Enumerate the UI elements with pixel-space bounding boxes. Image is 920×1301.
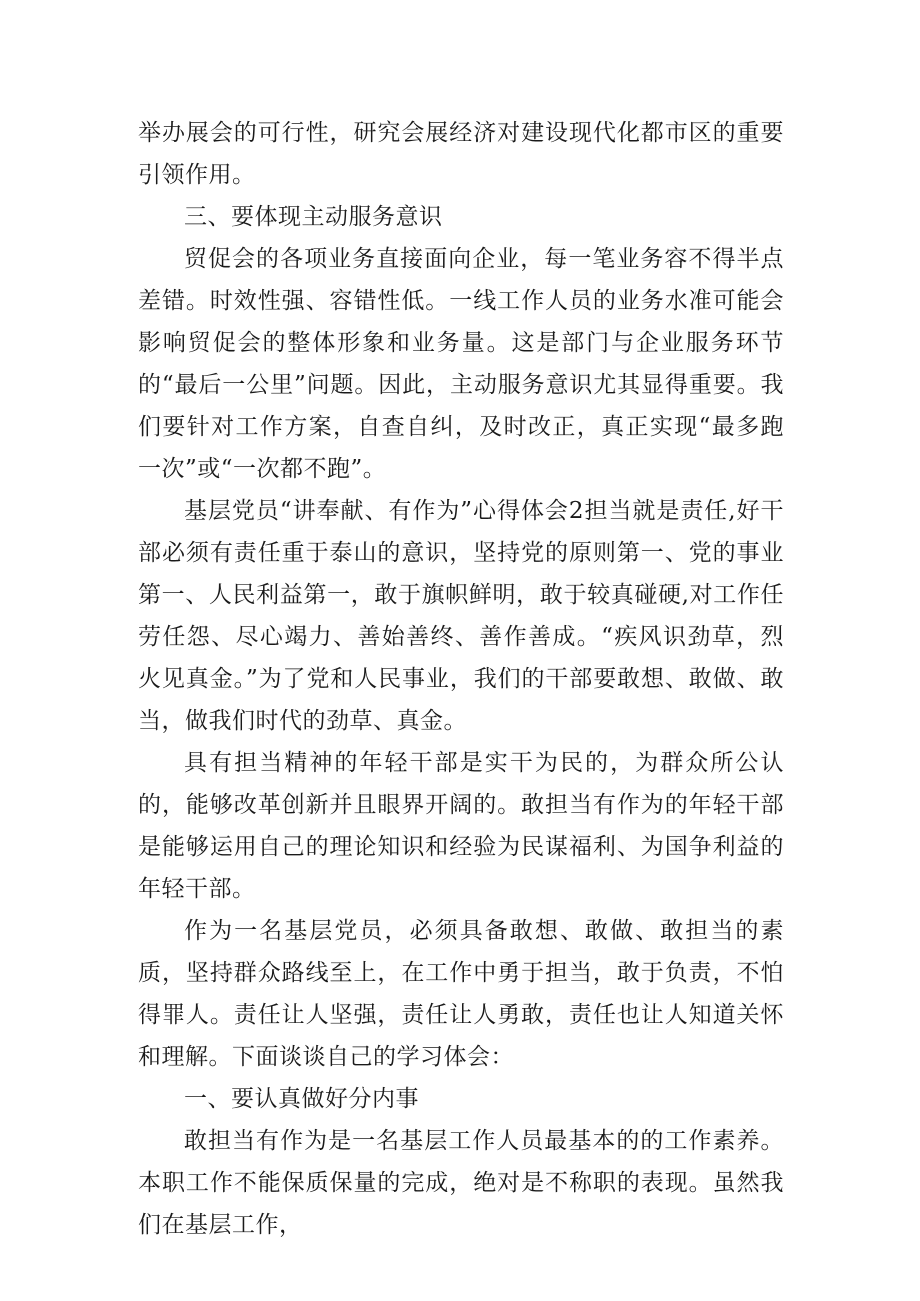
paragraph-young-cadres: 具有担当精神的年轻干部是实干为民的，为群众所公认的，能够改革创新并且眼界开阔的。敢担当有作为的年轻干部是能够运用自己的理论知识和经验为民谋福利、为国争利益的年轻干部。 <box>138 750 784 902</box>
paragraph-continuation: 举办展会的可行性，研究会展经济对建设现代化都市区的重要引领作用。 <box>138 120 784 188</box>
paragraph-work-quality: 敢担当有作为是一名基层工作人员最基本的的工作素养。本职工作不能保质保量的完成，绝对是不称职的表现。虽然我们在基层工作， <box>138 1128 784 1238</box>
paragraph-service-awareness: 贸促会的各项业务直接面向企业，每一笔业务容不得半点差错。时效性强、容错性低。一线工作人员的业务水准可能会影响贸促会的整体形象和业务量。这是部门与企业服务环节的“最后一公里”问题。因此，主动服务意识尤其显得重要。我们要针对工作方案，自查自纠，及时改正，真正实现“最多跑一次”或“一次都不跑”。 <box>138 246 784 482</box>
paragraph-responsibility: 基层党员“讲奉献、有作为”心得体会2担当就是责任,好干部必须有责任重于泰山的意识，坚持党的原则第一、党的事业第一、人民利益第一，敢于旗帜鲜明，敢于较真碰硬,对工作任劳任怨、尽心竭力、善始善终、善作善成。“疾风识劲草，烈火见真金。”为了党和人民事业，我们的干部要敢想、敢做、敢当，做我们时代的劲草、真金。 <box>138 498 784 734</box>
section-heading-one: 一、要认真做好分内事 <box>184 1086 419 1112</box>
paragraph-grassroots-member: 作为一名基层党员，必须具备敢想、敢做、敢担当的素质，坚持群众路线至上，在工作中勇于担当，敢于负责，不怕得罪人。责任让人坚强，责任让人勇敢，责任也让人知道关怀和理解。下面谈谈自己的学习体会： <box>138 918 784 1070</box>
section-heading-three: 三、要体现主动服务意识 <box>184 204 443 230</box>
